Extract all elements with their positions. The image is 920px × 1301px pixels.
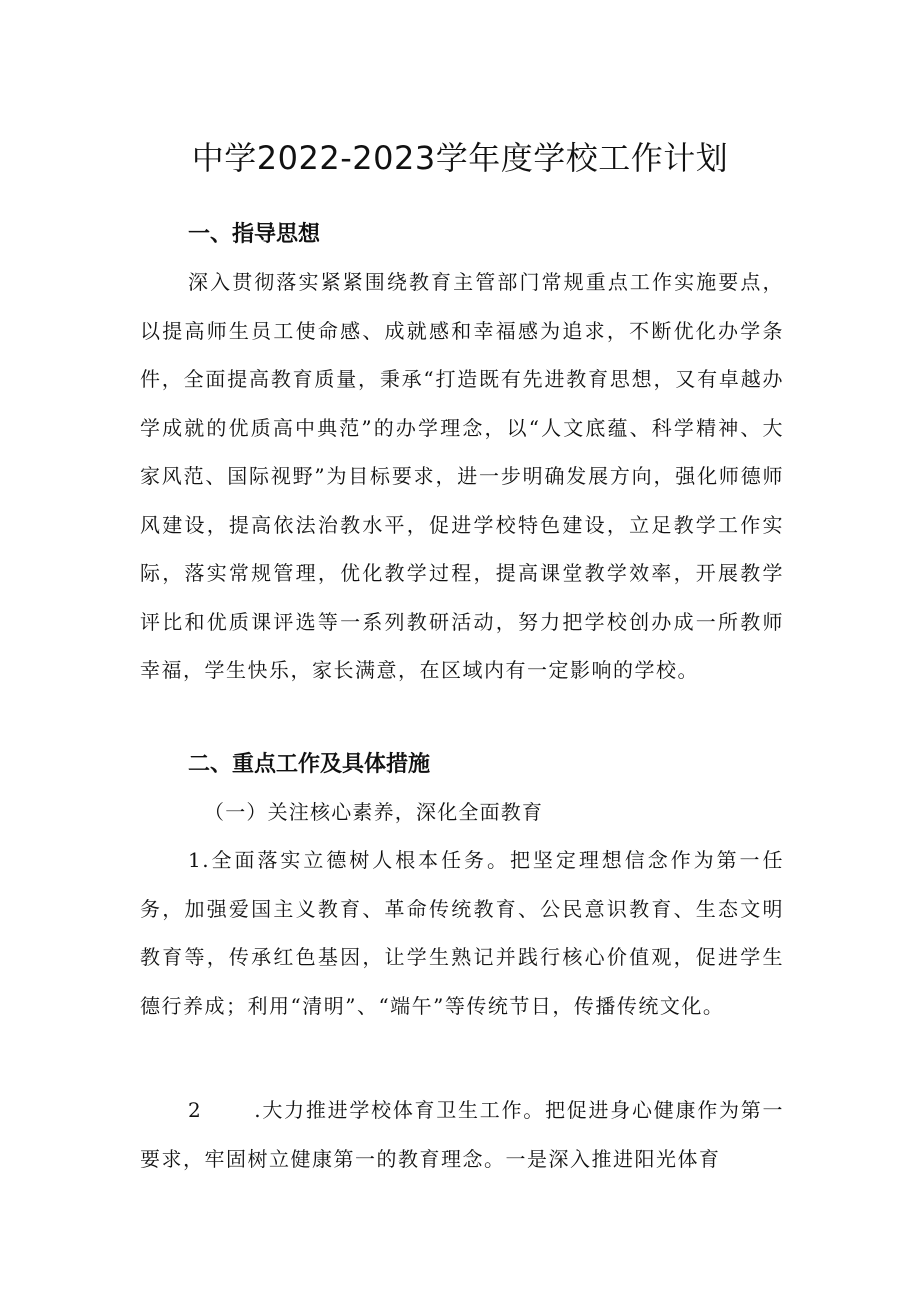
paragraph-guiding-ideology: 深入贯彻落实紧紧围绕教育主管部门常规重点工作实施要点，以提高师生员工使命感、成就感和幸福感为追求，不断优化办学条件，全面提高教育质量，秉承“打造既有先进教育思想，又有卓越办学成就的优质高中典范”的办学理念，以“人文底蕴、科学精神、大家风范、国际视野”为目标要求，进一步明确发展方向，强化师德师风建设，提高依法治教水平，促进学校特色建设，立足教学工作实际，落实常规管理，优化教学过程，提高课堂教学效率，开展教学评比和优质课评选等一系列教研活动，努力把学校创办成一所教师幸福，学生快乐，家长满意，在区域内有一定影响的学校。 <box>140 270 784 682</box>
item-2-number: 2 <box>188 1098 203 1122</box>
item-2-text: .大力推进学校体育卫生工作。把促进身心健康作为第一要求，牢固树立健康第一的教育理念。一是深入推进阳光体育 <box>140 1098 784 1171</box>
subheading-core-literacy: （一）关注核心素养，深化全面教育 <box>204 800 544 824</box>
section-heading-key-work: 二、重点工作及具体措施 <box>188 752 431 777</box>
paragraph-item-2 <box>140 1086 784 1183</box>
document-title: 中学2022-2023学年度学校工作计划 <box>191 139 729 177</box>
section-heading-guiding-ideology: 一、指导思想 <box>188 222 321 247</box>
paragraph-item-1: 1.全面落实立德树人根本任务。把坚定理想信念作为第一任务，加强爱国主义教育、革命传统教育、公民意识教育、生态文明教育等，传承红色基因，让学生熟记并践行核心价值观，促进学生德行养成；利用“清明”、“端午”等传统节日，传播传统文化。 <box>140 848 784 1018</box>
